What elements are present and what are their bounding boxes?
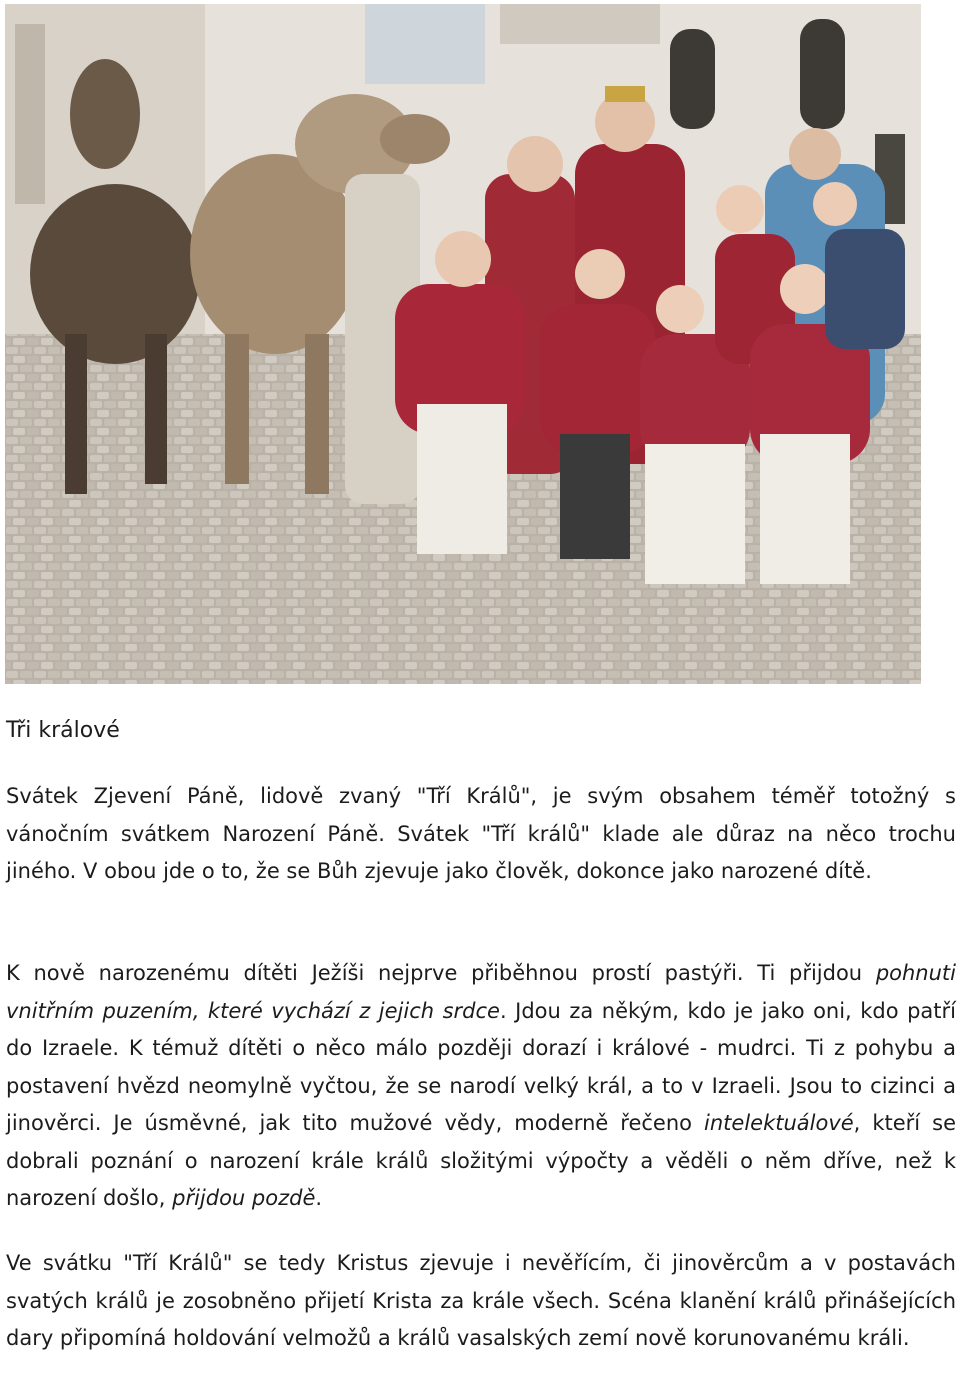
paragraph-2-text-e: , kteří se dobrali poznání o narození krále králů složitými výpočty a věděli o něm dříve, než k narození došlo,: [6, 1111, 956, 1210]
paragraph-2: [6, 955, 956, 1218]
paragraph-2-text-c: . Jdou za někým, kdo je jako oni, kdo patří do Izraele. K témuž dítěti o něco málo později dorazí i králové - mudrci. Ti z pohybu a postavení hvězd neomylně vyčtou, že se narodí velký král, a to v Izraeli. Jsou to cizinci a jinověrci. Je úsměvné, jak tito mužové vědy, moderně řečeno: [6, 998, 956, 1135]
paragraph-2-emphasis-2: intelektuálové: [704, 1111, 854, 1135]
paragraph-2-emphasis-1: pohnuti vnitřním puzením, které vychází z jejich srdce: [6, 961, 956, 1023]
paragraph-3: Ve svátku "Tří Králů" se tedy Kristus zjevuje i nevěřícím, či jinověrcům a v postavách svatých králů je zosobněno přijetí Krista za krále všech. Scéna klanění králů přinášejících dary připomíná holdování velmožů a králů vasalských zemí nově korunovanému králi.: [6, 1251, 956, 1350]
paragraph-2-emphasis-3: přijdou pozdě: [172, 1186, 316, 1210]
paragraph-1: Svátek Zjevení Páně, lidově zvaný "Tří Králů", je svým obsahem téměř totožný s vánočním svátkem Narození Páně. Svátek "Tří králů" klade ale důraz na něco trochu jiného. V obou jde o to, že se Bůh zjevuje jako člověk, dokonce jako narozené dítě.: [6, 784, 956, 883]
paragraph-2-text-g: .: [315, 1186, 323, 1210]
paragraph-2-text-a: K nově narozenému dítěti Ježíši nejprve přiběhnou prostí pastýři. Ti přijdou: [6, 961, 876, 985]
article-title: Tři králové: [6, 718, 120, 743]
three-kings-photo: [5, 4, 921, 684]
